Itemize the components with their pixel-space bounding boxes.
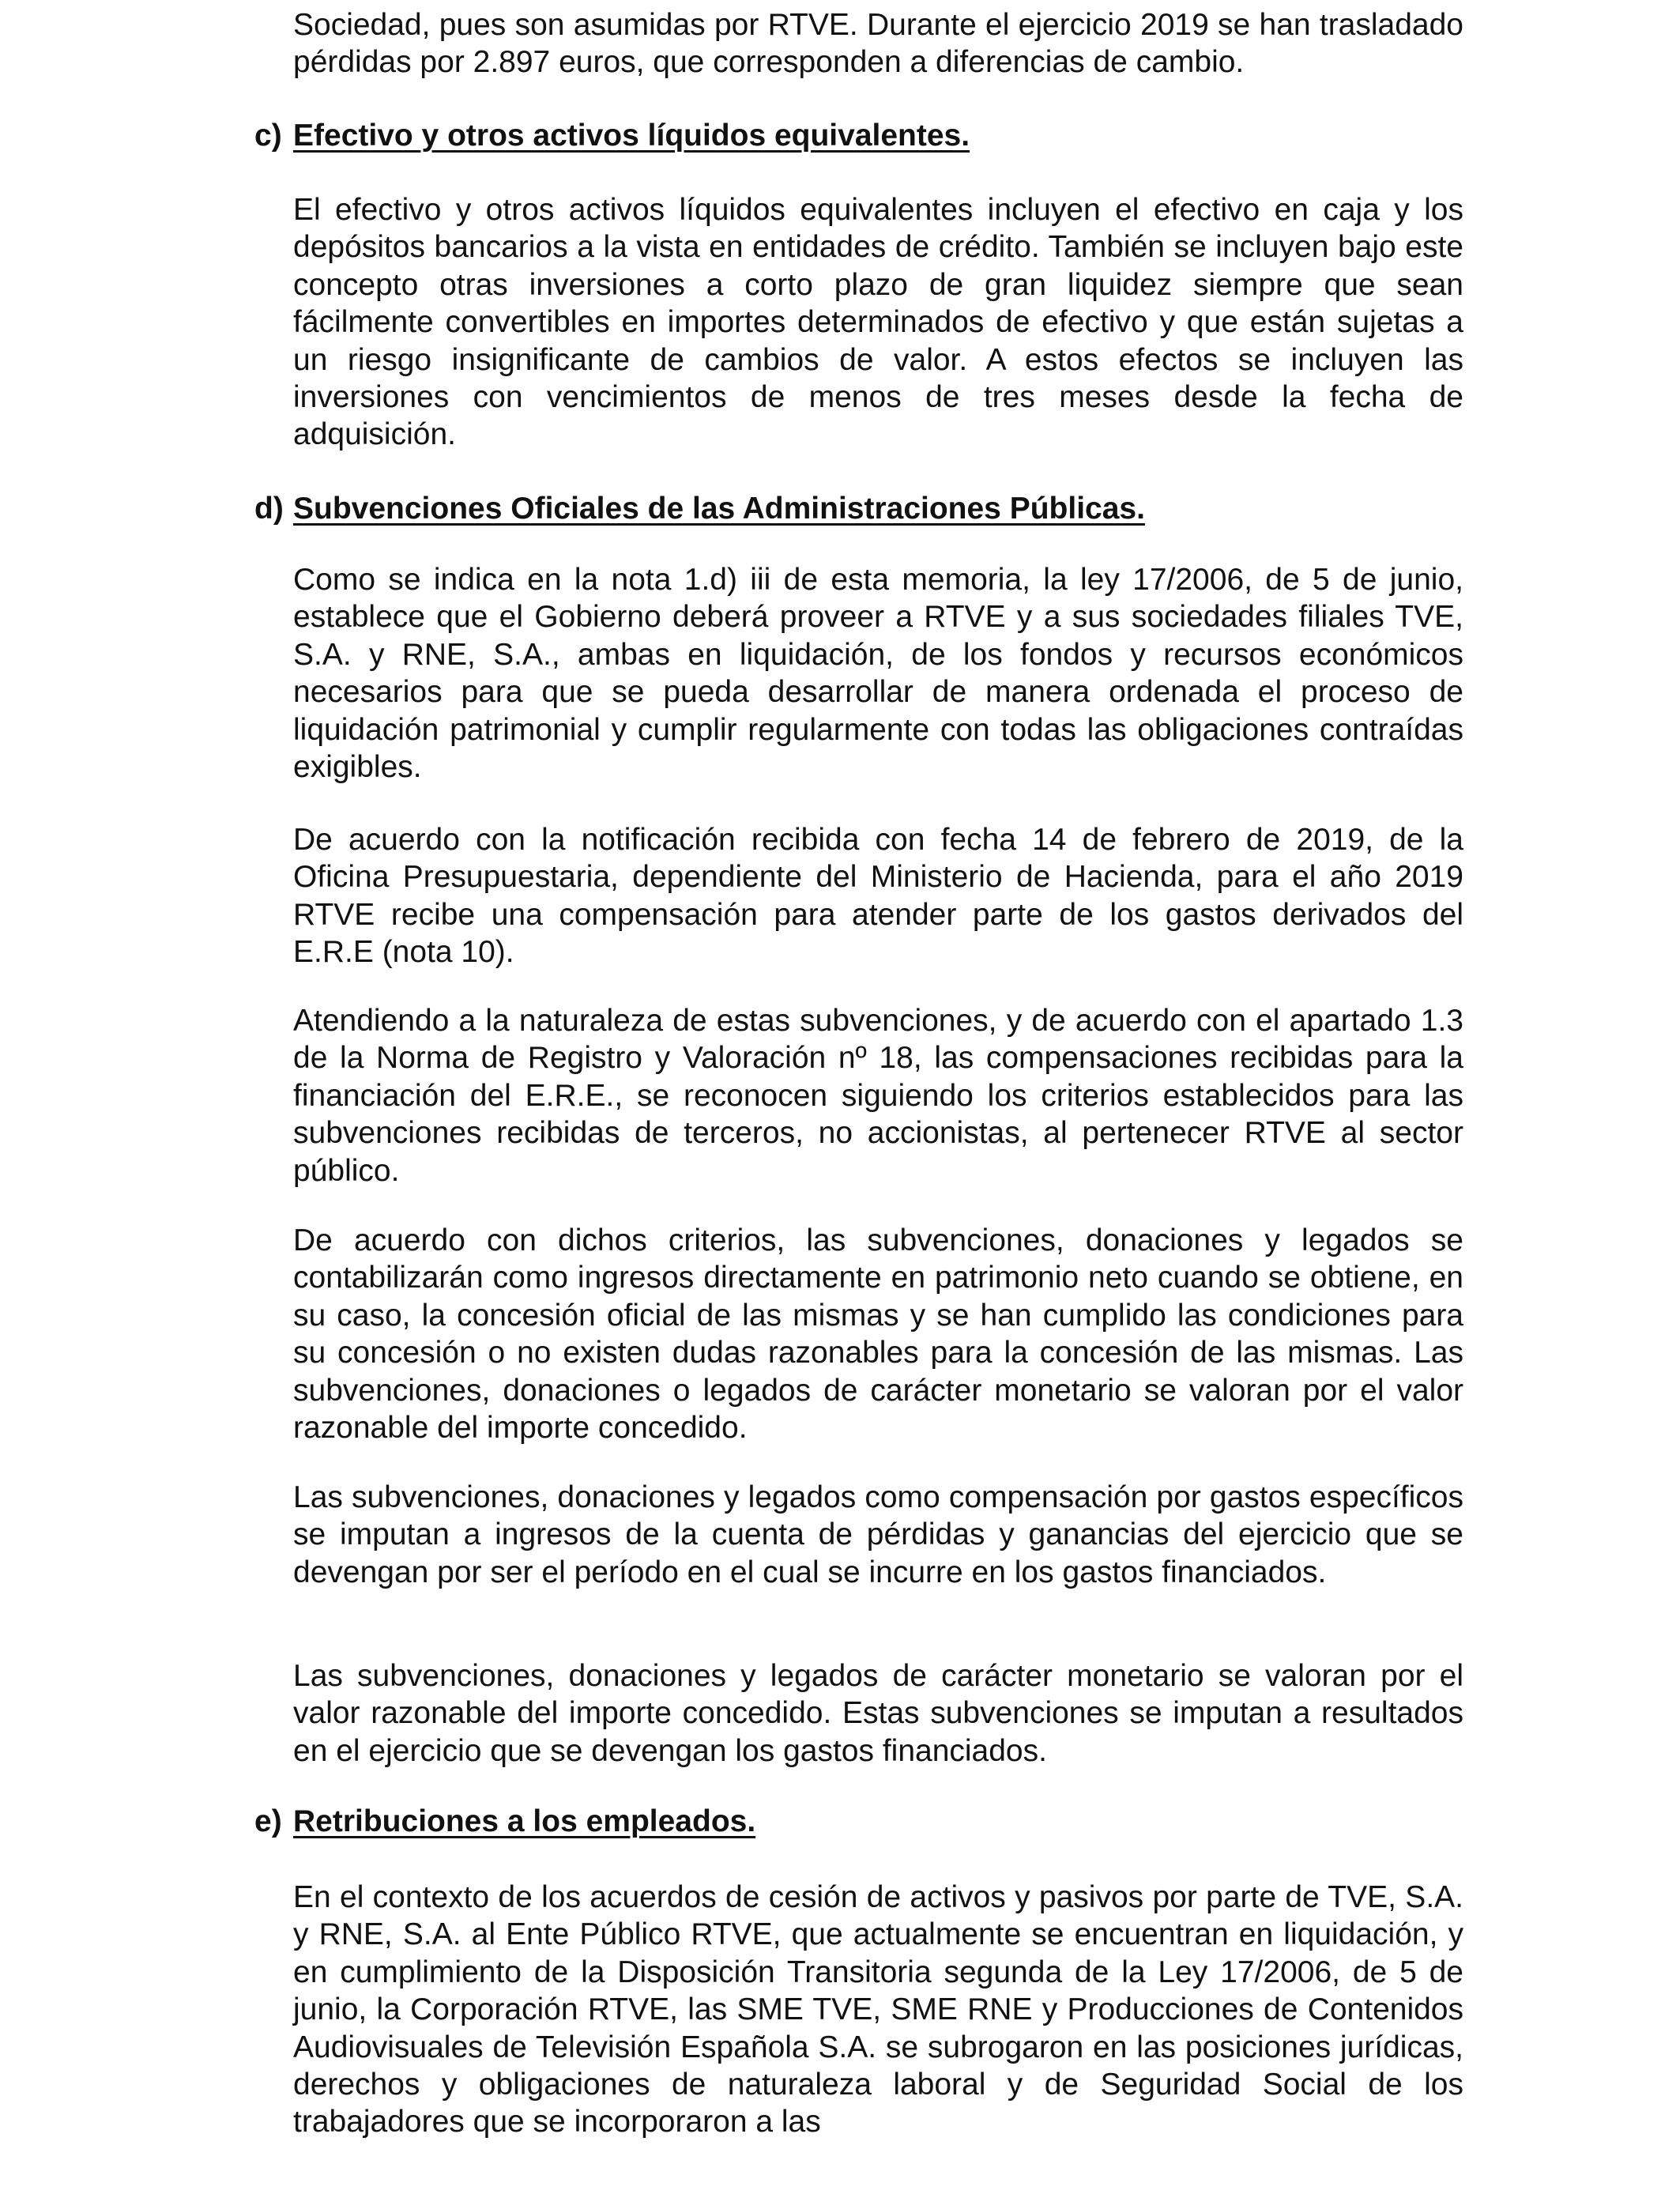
section-d-paragraph-1: Como se indica en la nota 1.d) iii de esta memoria, la ley 17/2006, de 5 de junio, establece que el Gobierno deberá proveer a RTVE y a sus sociedades filiales TVE, S.A. y RNE, S.A., ambas en liquidación, de los fondos y recursos económicos necesarios para que se pueda desarrollar de manera ordenada el proceso de liquidación patrimonial y cumplir regularmente con todas las obligaciones contraídas exigibles. [293, 563, 1463, 785]
section-d-paragraph-2-block [293, 821, 1463, 971]
intro-paragraph: Sociedad, pues son asumidas por RTVE. Durante el ejercicio 2019 se han trasladado pérdidas por 2.897 euros, que corresponden a diferencias de cambio. [293, 8, 1463, 80]
section-d-paragraph-4: De acuerdo con dichos criterios, las subvenciones, donaciones y legados se contabilizarán como ingresos directamente en patrimonio neto cuando se obtiene, en su caso, la concesión oficial de las mismas y se han cumplido las condiciones para su concesión o no existen dudas razonables para la concesión de las mismas. Las subvenciones, donaciones o legados de carácter monetario se valoran por el valor razonable del importe concedido. [293, 1223, 1463, 1446]
section-d-heading [254, 490, 1145, 527]
section-c-paragraph-1-block [293, 191, 1463, 454]
section-d-paragraph-1-block [293, 561, 1463, 786]
section-e-letter: e) [254, 1804, 282, 1838]
section-c-heading [254, 117, 970, 154]
section-d-paragraph-4-block [293, 1222, 1463, 1446]
section-e-paragraph-1-block [293, 1879, 1463, 2141]
section-d-paragraph-5: Las subvenciones, donaciones y legados como compensación por gastos específicos se imputan a ingresos de la cuenta de pérdidas y ganancias del ejercicio que se devengan por ser el período en el cual se incurre en los gastos financiados. [293, 1480, 1463, 1589]
section-e-heading [254, 1803, 755, 1840]
section-d-title: Subvenciones Oficiales de las Administraciones Públicas. [293, 492, 1145, 526]
section-e-paragraph-1: En el contexto de los acuerdos de cesión de activos y pasivos por parte de TVE, S.A. y RNE, S.A. al Ente Público RTVE, que actualmente se encuentran en liquidación, y en cumplimiento de la Disposición Transitoria segunda de la Ley 17/2006, de 5 de junio, la Corporación RTVE, las SME TVE, SME RNE y Producciones de Contenidos Audiovisuales de Televisión Española S.A. se subrogaron en las posiciones jurídicas, derechos y obligaciones de naturaleza laboral y de Seguridad Social de los trabajadores que se incorporaron a las [293, 1880, 1463, 2139]
section-c-title: Efectivo y otros activos líquidos equivalentes. [293, 119, 970, 153]
section-c-paragraph-1: El efectivo y otros activos líquidos equivalentes incluyen el efectivo en caja y los depósitos bancarios a la vista en entidades de crédito. También se incluyen bajo este concepto otras inversiones a corto plazo de gran liquidez siempre que sean fácilmente convertibles en importes determinados de efectivo y que están sujetas a un riesgo insignificante de cambios de valor. A estos efectos se incluyen las inversiones con vencimientos de menos de tres meses desde la fecha de adquisición. [293, 193, 1463, 452]
section-d-paragraph-3: Atendiendo a la naturaleza de estas subvenciones, y de acuerdo con el apartado 1.3 de la Norma de Registro y Valoración nº 18, las compensaciones recibidas para la financiación del E.R.E., se reconocen siguiendo los criterios establecidos para las subvenciones recibidas de terceros, no accionistas, al pertenecer RTVE al sector público. [293, 1004, 1463, 1188]
section-c-letter: c) [254, 119, 282, 153]
section-d-paragraph-2: De acuerdo con la notificación recibida con fecha 14 de febrero de 2019, de la Oficina Presupuestaria, dependiente del Ministerio de Hacienda, para el año 2019 RTVE recibe una compensación para atender parte de los gastos derivados del E.R.E (nota 10). [293, 823, 1463, 970]
section-d-paragraph-6-block [293, 1657, 1463, 1770]
intro-paragraph-block [293, 6, 1463, 81]
section-d-paragraph-6: Las subvenciones, donaciones y legados de carácter monetario se valoran por el valor razonable del importe concedido. Estas subvenciones se imputan a resultados en el ejercicio que se devengan los gastos financiados. [293, 1659, 1463, 1768]
section-d-letter: d) [254, 492, 284, 526]
section-d-paragraph-5-block [293, 1479, 1463, 1591]
section-e-title: Retribuciones a los empleados. [293, 1804, 756, 1838]
section-d-paragraph-3-block [293, 1002, 1463, 1189]
